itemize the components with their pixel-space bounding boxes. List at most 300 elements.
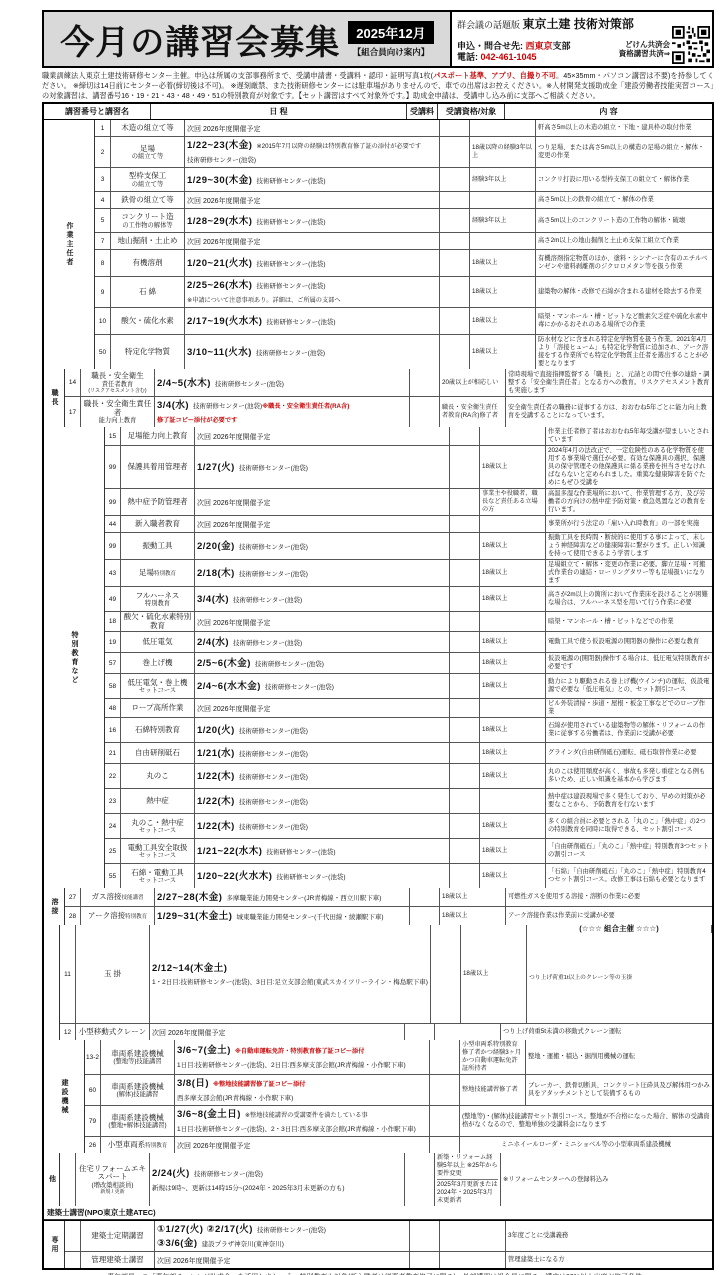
qualification-cell: 18歳以上 [440, 907, 506, 925]
table-row [95, 250, 712, 277]
course-number-cell: 14 [65, 369, 81, 396]
fee-cell [450, 839, 480, 863]
course-name-cell [111, 335, 185, 369]
date-line [152, 1180, 402, 1194]
course-name: 型枠支保工 [128, 171, 167, 181]
fee-cell [440, 250, 470, 276]
course-name: 振動工具 [142, 541, 173, 551]
course-name: 自由研削砥石 [135, 748, 180, 758]
date-text: ※整地技能講習の受講要件を満たしている事 [244, 1112, 368, 1120]
section-rows [95, 120, 712, 369]
date-line [197, 701, 447, 715]
date-line [197, 746, 447, 760]
date-text: 次回 2026年度開催予定 [197, 500, 271, 508]
qualification-cell: 18歳以上 [470, 250, 536, 276]
content-cell: つり上げ荷重5t未満の移動式クレーン運転 [503, 1028, 622, 1036]
course-name-cell [121, 699, 195, 717]
table-row [105, 814, 712, 839]
course-name: 有機溶剤 [132, 258, 163, 268]
table-row [105, 446, 712, 489]
course-number-cell: 23 [105, 789, 121, 813]
qualification-cell: 18歳以上 [480, 653, 546, 673]
strip-text: 建設機械 [61, 1078, 68, 1115]
fee-cell [405, 1153, 435, 1206]
course-name-cell [121, 764, 195, 788]
table-row [95, 308, 712, 335]
table-section [44, 1153, 712, 1206]
column-header-content: 内 容 [599, 107, 618, 117]
course-name-cell [76, 925, 150, 1023]
date-text: 技術研修センター(池袋) [276, 874, 346, 882]
course-name: 職長・安全衛生 [91, 371, 144, 381]
course-number-cell: 99 [105, 489, 121, 515]
date-line [177, 1121, 427, 1135]
course-name-cell [111, 120, 185, 136]
course-name: 木造の組立て等 [121, 123, 174, 133]
table-row [105, 699, 712, 718]
date-line [187, 173, 437, 187]
qualification-cell [435, 1153, 501, 1206]
content-cell: 足場組立て・解体・変更の作業に必要。脚立足場・可搬式作業台の連結・ローリングタワー等も足場扱いになります [548, 561, 706, 585]
strip-text: 職長 [51, 389, 58, 408]
fee-cell [450, 587, 480, 611]
date-text: 2/12~14(木金土) [152, 962, 228, 974]
contact-label: 申込・問合せ先: [457, 41, 523, 51]
date-line [197, 566, 447, 580]
date-line [197, 615, 447, 629]
qualification-cell: 経験3年以上 [470, 168, 536, 191]
qualification-cell: 経験3年以上 [470, 209, 536, 232]
course-name-cell [121, 533, 195, 559]
date-line [157, 909, 407, 923]
fee-cell [450, 653, 480, 673]
date-text: 西多摩支部会館(JR青梅線・小作駅下車) [177, 1095, 294, 1103]
qualification-cell: 小型車両系特別教育修了者かつ経験3ヶ月かつ自動車運転免許証所持者 [460, 1040, 526, 1074]
date-text: 技術研修センター(池袋) [238, 465, 308, 473]
date-text: 1/21(水) [197, 748, 235, 760]
table-row [105, 764, 712, 789]
course-name: 地山掘削・土止め [117, 236, 178, 246]
date-text: 技術研修センター(池袋) [193, 403, 263, 411]
date-text: 3/10~11(火水) [187, 347, 252, 359]
course-number-cell: 21 [105, 743, 121, 763]
fee-cell [440, 209, 470, 232]
course-name: 低圧電気・巻上機 [127, 677, 188, 687]
date-text: 2/24(火) [152, 1167, 190, 1179]
column-header-fee: 受講料 [407, 104, 438, 119]
column-header-qualification: 受講資格/対象 [438, 104, 505, 119]
fee-cell [410, 1221, 440, 1251]
course-name-cell [121, 674, 195, 698]
course-name-line2: セットコース [138, 852, 177, 860]
fee-cell [410, 1252, 440, 1268]
course-name-line2: の組立て等 [131, 153, 164, 161]
table-row [105, 839, 712, 864]
course-name-cell [111, 233, 185, 249]
content-cell: 熱中症は建設現場で多く発生しており、早めの対策が必要なことから、予防教育を行ないます [548, 793, 706, 809]
date-line [187, 292, 437, 306]
course-name-cell [121, 839, 195, 863]
fee-cell [440, 137, 470, 167]
content-cell: 暗渠・マンホール・槽・ピットなど酸素欠乏症や硫化水素中毒にかかるおそれのある場所での作業 [538, 313, 708, 329]
fee-cell [450, 743, 480, 763]
course-name: 丸のこ・熱中症 [131, 817, 184, 827]
date-line [157, 398, 407, 412]
course-name: 酸欠・硫化水素特別教育 [123, 612, 192, 630]
date-line [197, 794, 447, 808]
course-number-cell: 60 [85, 1075, 101, 1105]
date-line [157, 412, 407, 426]
qualification-cell [470, 192, 536, 208]
date-cell [195, 427, 450, 445]
date-cell [195, 814, 450, 838]
date-text: 3/4(水) [157, 400, 190, 412]
qualification-cell: 18歳以上 [440, 888, 506, 906]
course-number-cell: 28 [65, 907, 81, 925]
section-strip-label [44, 1153, 60, 1206]
course-name: 熱中症予防管理者 [127, 497, 188, 507]
date-cell [195, 839, 450, 863]
date-text: 次回 2026年度開催予定 [197, 522, 271, 530]
qualification-cell: 18歳以上 [480, 743, 546, 763]
section-inner [44, 925, 712, 1040]
fee-cell [410, 369, 440, 396]
course-name-cell [111, 277, 185, 307]
date-line [152, 1025, 402, 1039]
table-section [44, 120, 712, 369]
date-cell [150, 925, 431, 1023]
date-cell [155, 397, 410, 427]
course-name: 熱中症 [146, 796, 169, 806]
date-line [157, 1236, 407, 1250]
intro-paragraph [42, 71, 714, 100]
section-rows [65, 369, 712, 427]
course-name-line2: 能力向上教育 [98, 417, 137, 425]
course-name-cell [76, 1024, 150, 1040]
content-left: (☆☆☆ 組合主催 ☆☆☆) [527, 925, 712, 933]
date-text: 1/22(木) [197, 821, 235, 833]
content-cell: つり足場、または高さ5m以上の構造の足場の組立・解体・変更の作業 [538, 144, 705, 160]
qualification-cell [440, 1221, 506, 1251]
date-text: 技術研修センター(池袋) [238, 824, 308, 832]
date-text: 2/25~26(水木) [187, 280, 253, 292]
date-text: 技術研修センター(池袋) [187, 157, 257, 165]
content-cell: アーク溶接作業は作業前に受講が必要 [508, 912, 615, 920]
course-name-cell [121, 864, 195, 888]
date-cell [175, 1137, 430, 1153]
date-text: 技術研修センター(池袋) [254, 661, 324, 669]
qr-code [672, 26, 710, 64]
table-row [60, 1153, 712, 1206]
date-line [197, 460, 447, 474]
table-row [65, 1221, 712, 1252]
table-row [95, 120, 712, 137]
content-cell: 管理建築士になる方 [508, 1256, 565, 1264]
table-row [105, 560, 712, 587]
content-cell: 高温多湿な作業場所において、作業管理する方、及び労働者の方向けの熱中症予防対策・救急処置などの教育を行います。 [548, 490, 706, 514]
fee-cell [450, 864, 480, 888]
course-name-cell [111, 209, 185, 232]
date-line [177, 1043, 427, 1057]
course-name: 足場能力向上教育 [127, 431, 188, 441]
table-row [105, 427, 712, 446]
content-cell: グラインダ(自由研削砥石)運転、砥石取替作業に必要 [548, 749, 697, 757]
date-text: 1/22(木) [197, 796, 235, 808]
qualification-cell: 18歳以上 [480, 814, 546, 838]
table-row [85, 1137, 712, 1153]
section-rows [60, 925, 712, 1040]
branch-name: 西東京 [525, 41, 553, 51]
course-number-cell [65, 1221, 81, 1251]
date-note-red: ※整地技能講習修了証コピー添付 [213, 1081, 306, 1089]
fee-cell [450, 427, 480, 445]
strip-text: 特別教育など [71, 630, 78, 685]
section-rows [65, 1221, 712, 1268]
course-number-cell: 58 [105, 674, 121, 698]
course-name-cell [121, 632, 195, 652]
qualification-cell [435, 1024, 501, 1040]
course-name-line2: セットコース [138, 827, 177, 835]
date-text: 3/6~7(金土) [177, 1045, 231, 1057]
course-name: 丸のこ [146, 771, 169, 781]
table-row [105, 653, 712, 674]
date-line [197, 635, 447, 649]
date-text: 技術研修センター(池袋) [233, 597, 303, 605]
date-text: 技術研修センター(池袋) [256, 261, 326, 269]
table-row [105, 632, 712, 653]
course-name-suffix: 特別教育 [153, 570, 176, 577]
date-cell [195, 587, 450, 611]
date-text: 技術研修センター(池袋) [238, 774, 308, 782]
course-name-cell [111, 137, 185, 167]
fee-cell [440, 168, 470, 191]
course-number-cell: 55 [105, 864, 121, 888]
course-name-line2: 責任者教育 [101, 380, 134, 388]
section-inner [44, 1153, 712, 1206]
qualification-cell [470, 233, 536, 249]
qualification-cell: 18歳以上 [480, 533, 546, 559]
qualification-cell [470, 120, 536, 136]
table-section [44, 925, 712, 1040]
header [42, 10, 714, 68]
date-line [197, 723, 447, 737]
date-text: 次回 2026年度開催予定 [187, 239, 261, 247]
date-line [187, 256, 437, 270]
date-text: 技術研修センター(池袋) [214, 380, 284, 388]
section-inner [44, 369, 712, 427]
course-number-cell: 15 [105, 427, 121, 445]
branch-suffix: 支部 [552, 41, 571, 51]
course-name-cell [121, 587, 195, 611]
intro-red-note: パスポート基準、アプリ、自撮り不可 [433, 71, 557, 80]
course-name: 巻上げ機 [142, 658, 173, 668]
date-line [197, 844, 447, 858]
fee-cell [440, 277, 470, 307]
fee-cell [450, 718, 480, 742]
course-name: 石 綿 [138, 287, 157, 297]
course-name: 職長・安全衛生責任者 [83, 399, 152, 417]
fee-cell [430, 1106, 460, 1136]
date-cell [155, 1221, 410, 1251]
course-name: フルハーネス [135, 590, 180, 600]
qualification-cell: 事業主や役職者、職長など責任ある立場の方 [480, 489, 546, 515]
section-rows [105, 427, 712, 888]
course-number-cell: 44 [105, 516, 121, 532]
date-cell [155, 1252, 410, 1268]
audience-note: 【組合員向け案内】 [352, 46, 430, 57]
table-row [105, 612, 712, 632]
date-text: 1/20~22(火水木) [197, 871, 273, 883]
course-name: 足場 [140, 143, 155, 153]
date-line [187, 138, 437, 152]
course-name: 車両系建設機械 [111, 1048, 164, 1058]
content-cell [527, 925, 712, 1023]
table-row [95, 209, 712, 233]
section-strip-label [44, 427, 105, 888]
course-name-cell [81, 907, 155, 925]
qualification-cell: 18歳以上 [480, 632, 546, 652]
section-strip-label [44, 369, 65, 427]
course-number-cell: 79 [85, 1106, 101, 1136]
content-cell: 安全衛生責任者の職務に従事する方は、おおむね5年ごとに能力向上教育を受講することになっています。 [508, 404, 707, 420]
table-row [105, 718, 712, 743]
date-cell [195, 533, 450, 559]
date-text: 1/27(火) [197, 462, 235, 474]
strip-text: 他 [48, 1175, 56, 1185]
qualification-cell: 職長・安全衛生責任者教育(RA含)修了者 [440, 397, 506, 427]
table-row [105, 516, 712, 533]
date-text: 技術研修センター(池袋) [238, 799, 308, 807]
table-section [44, 1040, 712, 1153]
section-rows [65, 888, 712, 925]
date-text: 建設プラザ神奈川(東神奈川) [201, 1241, 284, 1249]
date-cell [185, 250, 440, 276]
date-line [187, 193, 437, 207]
course-name-cell [121, 743, 195, 763]
column-header-name: 講習番号と講習名 [44, 104, 151, 119]
fee-cell [440, 192, 470, 208]
content-cell: 整地・運搬・積込・掘削用機械の運転 [528, 1053, 636, 1061]
date-text: 技術研修センター(池袋) [238, 544, 308, 552]
table-row [105, 674, 712, 699]
course-name: 鉄骨の組立て等 [121, 195, 174, 205]
date-text: 技術研修センター(池袋) [238, 728, 308, 736]
date-cell [195, 560, 450, 586]
content-cell: 事業所が行う法定の「雇い入れ時教育」の一部を実施 [548, 520, 700, 528]
content-cell: 防水材などに含まれる特定化学物質を扱う作業。2021年4月より「溶接ヒューム」も特定化学物質に追加され、アーク溶接をする作業所でも特定化学物質主任者を選出することが必要となります [538, 336, 709, 368]
course-name-line2: の組立て等 [131, 180, 164, 188]
qualification-cell: 20歳以上が相応しい [440, 369, 506, 396]
content-cell: 高さが2m以上の箇所において作業床を設けることが困難な場合は、フルハーネス型を用いて行う作業に必要 [548, 591, 708, 607]
column-header-date: 日 程 [151, 104, 407, 119]
date-text: 1/29~31(木金土) [157, 911, 233, 923]
date-badge: 2025年12月 [348, 21, 433, 44]
content-cell: 電動工具で使う仮設電源の開閉器の操作に必要な教育 [548, 638, 700, 646]
course-name-cell [101, 1106, 175, 1136]
fee-cell [450, 612, 480, 631]
course-number-cell: 22 [105, 764, 121, 788]
date-cell [185, 168, 440, 191]
table-row [65, 888, 712, 907]
section-rows [60, 1153, 712, 1206]
date-line [152, 974, 428, 988]
fee-cell [440, 233, 470, 249]
course-name-line2: (解体)技能講習 [116, 1091, 159, 1099]
course-name-cell [111, 168, 185, 191]
qualification-cell: 18歳以上 [480, 864, 546, 888]
qualification-cell: 18歳以上 [480, 718, 546, 742]
course-name-cell [76, 1153, 150, 1206]
date-text: 1日目:技術研修センター(池袋)、2・3日目:西多摩支部会館(JR青梅線・小作駅下車) [177, 1126, 416, 1134]
date-line [197, 769, 447, 783]
course-name-cell [81, 1252, 155, 1268]
course-name: 石綿特別教育 [135, 725, 180, 735]
qualification-cell: 18歳以上 [470, 335, 536, 369]
course-number-cell: 99 [105, 533, 121, 559]
section-inner [44, 888, 712, 925]
course-name-cell [121, 653, 195, 673]
table-row [60, 925, 712, 1024]
content-cell: 高さ5m以上のコンクリート造の工作物の解体・破壊 [538, 216, 686, 224]
course-number-cell: 16 [105, 718, 121, 742]
date-text: 次回 2026年度開催予定 [177, 1143, 251, 1151]
strip-text: 作業主任者 [66, 222, 73, 268]
course-name-cell [101, 1040, 175, 1074]
course-number-cell: 99 [105, 446, 121, 488]
course-name: 新入職者教育 [135, 519, 180, 529]
date-cell [185, 233, 440, 249]
date-text: 次回 2026年度開催予定 [197, 619, 271, 627]
course-name-line2: (整地+解体技能講習) [108, 1122, 167, 1130]
date-text: 次回 2026年度開催予定 [187, 126, 261, 134]
content-cell: ビル外装清掃・歩道・屋根・板金工事などでのロープ作業 [548, 700, 706, 716]
date-cell [195, 489, 450, 515]
course-number-cell: 49 [105, 587, 121, 611]
qualification-cell [480, 427, 546, 445]
date-line [187, 234, 437, 248]
course-number-cell: 9 [95, 277, 111, 307]
qualification-cell [480, 789, 546, 813]
course-number-cell: 19 [105, 632, 121, 652]
date-cell [195, 789, 450, 813]
date-cell [195, 516, 450, 532]
table-row [65, 1252, 712, 1268]
date-cell [185, 335, 440, 369]
date-line [157, 890, 407, 904]
fee-cell [450, 674, 480, 698]
date-line [157, 1222, 407, 1236]
date-text: 次回 2026年度開催予定 [197, 434, 271, 442]
content-cell: 常時現場で直接指揮監督する「職長」と、元請との間で仕事の連絡・調整する「安全衛生責任者」となる方への教育。リスクアセスメント教育も実施します [508, 370, 710, 394]
kyosai-line2: 資格講習共済⇒ [618, 49, 670, 58]
content-cell: 丸のこは使用頻度が高く、事故も多発し重症となる例も多いため、正しい知識を基本から学びます [548, 768, 706, 784]
date-cell [195, 632, 450, 652]
course-name: 玉 掛 [103, 969, 122, 979]
date-line [177, 1107, 427, 1121]
fee-cell [430, 1137, 460, 1153]
date-text: ※申請について注意事項あり。詳細は、ご所属の支部へ [187, 297, 341, 305]
table-row [105, 489, 712, 516]
title-block [44, 12, 452, 66]
course-number-cell [60, 1153, 76, 1206]
table-row [105, 587, 712, 612]
course-name: 保護具着用管理者 [127, 462, 188, 472]
date-cell [185, 308, 440, 334]
table-row [95, 192, 712, 209]
date-text: 2/5~6(木金) [197, 658, 251, 670]
date-cell [175, 1040, 430, 1074]
course-name: 車両系建設機械 [111, 1112, 164, 1122]
